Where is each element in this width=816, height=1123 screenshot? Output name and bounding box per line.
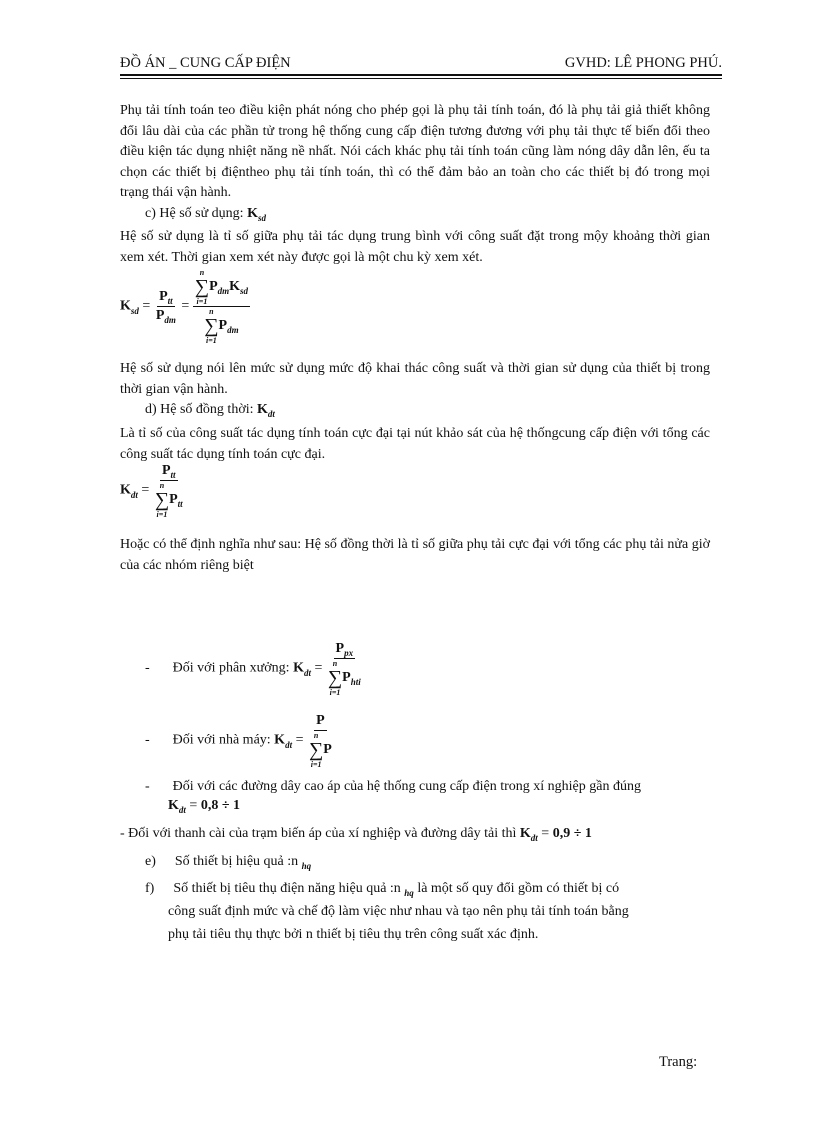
sum-icon: n ∑ i=1 — [154, 481, 170, 519]
bullet-factory: - Đối với nhà máy: $K_{dt}$ = P n ∑ i=1 P — [145, 713, 332, 769]
eq-ksd-equals: = — [142, 298, 151, 314]
header-supervisor: GVHD: LÊ PHONG PHÚ. — [564, 55, 722, 71]
item-c-sub: sd — [257, 213, 266, 223]
header-rule-thin — [120, 78, 722, 79]
eq-ksd-den-sub: dm — [164, 315, 176, 325]
item-c-symbol: K — [247, 206, 258, 221]
eq-ksd-lhs: K — [120, 298, 131, 314]
eq-ksd-den: P — [155, 308, 165, 323]
eq-ksd-frac1 — [154, 288, 178, 325]
eq-ksd-lhs-sub: sd — [130, 305, 139, 316]
paragraph-kdt-definition: Là tỉ số của công suất tác dụng tính toán cực đại tại nút khảo sát của hệ thốngcung cấp điện với tổng các công suất tác dụng tính toán cực đại. — [120, 426, 710, 462]
sum-icon: n ∑ i=1 — [194, 268, 210, 306]
item-d-symbol: K — [257, 402, 268, 417]
header-title: ĐỒ ÁN _ CUNG CẤP ĐIỆN — [120, 55, 291, 71]
item-f: f) Số thiết bị tiêu thụ điện năng hiệu quả :n $_{hq}$ là một số quy đổi gồm có thiết bị có — [145, 881, 620, 898]
paragraph-ksd-definition: Hệ số sử dụng là tỉ số giữa phụ tải tác dụng trung bình với công suất đặt trong mộy khoảng thời gian xem xét. Thời gian xem xét này được gọi là một chu kỳ xem xét. — [120, 229, 710, 265]
page-number-label: Trang: — [659, 1054, 698, 1070]
bullet-workshop: - Đối với phân xưởng: $K_{dt}$ = $P_{px}$ n ∑ i=1 $P_{hti}$ — [145, 641, 361, 697]
bullet-hv-lines: - Đối với các đường dây cao áp của hệ thống cung cấp điện trong xí nghiệp gần đúng — [145, 779, 641, 794]
item-f-line3: phụ tải tiêu thụ thực bởi n thiết bị tiêu thụ trên công suất xác định. — [168, 927, 539, 942]
eq-ksd-num: P — [159, 289, 168, 304]
item-d-sub: dt — [267, 409, 275, 419]
item-c — [145, 205, 266, 223]
item-e: e) Số thiết bị hiệu quả :n $_{hq}$ — [145, 854, 312, 871]
sum-icon: n ∑ i=1 — [308, 731, 324, 769]
item-f-line2: công suất định mức và chế độ làm việc như nhau và tạo nên phụ tải tính toán bằng — [168, 904, 629, 919]
item-d — [145, 401, 275, 419]
eq-ksd-frac2: n ∑ i=1 $P_{dm}K_{sd}$ n ∑ i=1 $P_{dm}$ — [194, 268, 249, 345]
sum-icon: n ∑ i=1 — [204, 307, 219, 345]
sum-icon: n ∑ i=1 — [327, 659, 343, 697]
eq-ksd-equals2: = — [181, 298, 190, 314]
eq-ksd-num-sub: tt — [167, 296, 173, 306]
item-d-label: d) Hệ số đồng thời: — [145, 402, 258, 417]
item-c-label: c) Hệ số sử dụng: — [145, 206, 248, 221]
bullet-hv-lines-value: $K_{dt} = 0,8 \div 1$ — [168, 798, 240, 815]
busbar-line: - Đối với thanh cài của trạm biến áp của xí nghiệp và đường dây tải thì $K_{dt} = 0,9 \div 1$ — [120, 826, 592, 843]
header-rule — [120, 74, 722, 76]
paragraph-kdt-alt: Hoặc có thể định nghĩa như sau: Hệ số đồng thời là tỉ số giữa phụ tải cực đại với tổng các phụ tải nửa giờ của các nhóm riêng biệt — [120, 537, 710, 573]
equation-kdt: $K_{dt}$ = $P_{tt}$ n ∑ i=1 $P_{tt}$ — [120, 463, 183, 519]
equation-ksd — [120, 268, 250, 345]
paragraph-load-definition: Phụ tải tính toán teo điều kiện phát nóng cho phép gọi là phụ tải tính toán, đó là phụ tải giả thiết không đổi lâu dài của các phần tử trong hệ thống cung cấp điện tương đương với phụ tải thực tế biến đổi theo điều kiện tác dụng nhiệt năng nề nhất. Nói cách khác phụ tải tính toán cũng làm nóng dây dẫn lên, ếu ta chọn các thiết bị điệntheo phụ tải tính toán, thì có thể đảm bảo an toàn cho các thiết bị đó trong mọi trạng thái vận hành. — [120, 103, 710, 200]
paragraph-ksd-meaning: Hệ số sử dụng nói lên mức sử dụng mức độ khai thác công suất và thời gian sử dụng của thiết bị trong thời gian vận hành. — [120, 361, 710, 397]
